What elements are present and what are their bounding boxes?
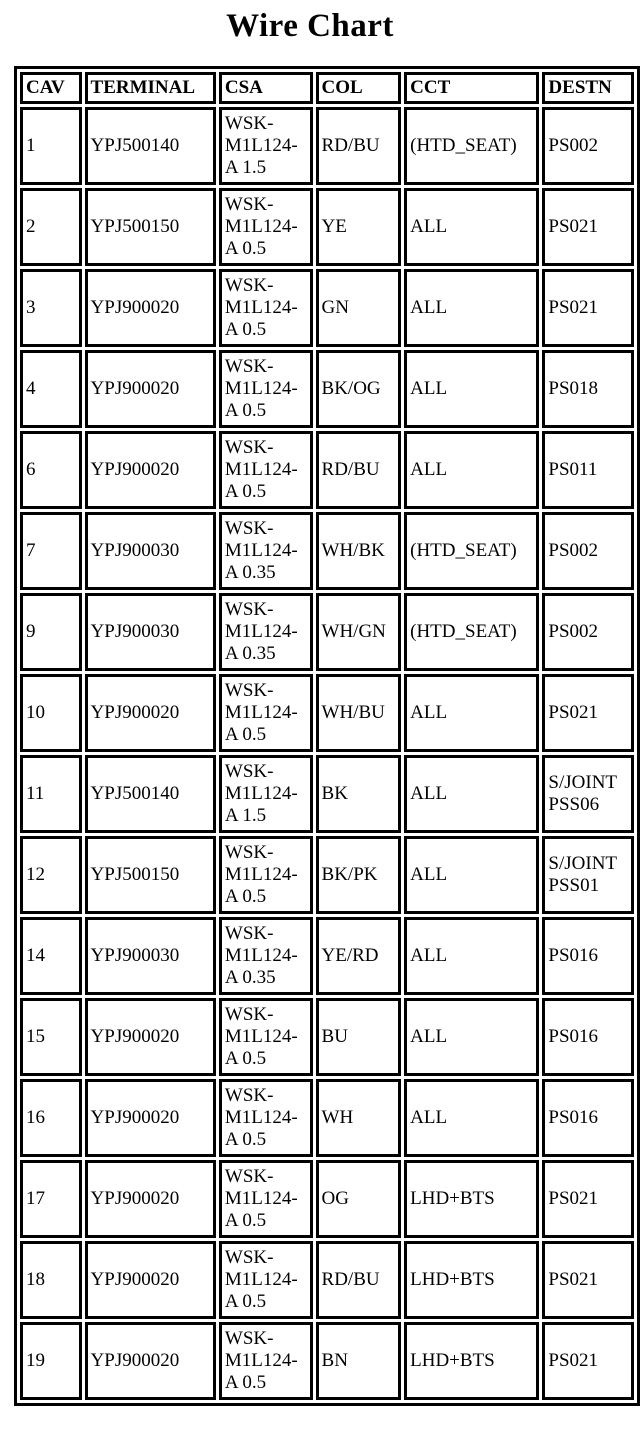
cav-cell: 17	[20, 1160, 82, 1238]
cct-cell: ALL	[404, 755, 539, 833]
cct-cell: (HTD_SEAT)	[404, 593, 539, 671]
col-cell: GN	[316, 269, 402, 347]
csa-line: M1L124-	[224, 297, 298, 318]
table-row	[20, 1160, 634, 1238]
cav-cell: 10	[20, 674, 82, 752]
csa-cell	[219, 350, 313, 428]
destn-cell	[542, 755, 634, 833]
csa-line: A 1.5	[224, 157, 267, 178]
destn-line: PSS06	[548, 794, 600, 815]
csa-line: WSK-	[224, 599, 274, 620]
cav-cell: 1	[20, 107, 82, 185]
cav-cell: 18	[20, 1241, 82, 1319]
table-row	[20, 188, 634, 266]
terminal-cell: YPJ900020	[85, 674, 216, 752]
col-cell: WH/GN	[316, 593, 402, 671]
csa-line: A 0.5	[224, 481, 267, 502]
cct-cell: ALL	[404, 188, 539, 266]
destn-line: PS002	[548, 135, 599, 156]
csa-line: A 0.5	[224, 1372, 267, 1393]
page-title: Wire Chart	[226, 8, 394, 44]
header-terminal: TERMINAL	[85, 72, 216, 104]
cct-cell: ALL	[404, 674, 539, 752]
destn-cell	[542, 350, 634, 428]
cav-cell: 12	[20, 836, 82, 914]
csa-cell	[219, 755, 313, 833]
col-cell: YE/RD	[316, 917, 402, 995]
col-cell: OG	[316, 1160, 402, 1238]
col-cell: BK/PK	[316, 836, 402, 914]
csa-line: A 0.5	[224, 400, 267, 421]
csa-line: A 0.5	[224, 724, 267, 745]
csa-line: M1L124-	[224, 702, 298, 723]
destn-cell	[542, 269, 634, 347]
csa-line: A 1.5	[224, 805, 267, 826]
cav-cell: 16	[20, 1079, 82, 1157]
cav-cell: 6	[20, 431, 82, 509]
csa-cell	[219, 1079, 313, 1157]
csa-line: M1L124-	[224, 459, 298, 480]
csa-cell	[219, 188, 313, 266]
cav-cell: 9	[20, 593, 82, 671]
cav-cell: 19	[20, 1322, 82, 1400]
cct-cell: ALL	[404, 998, 539, 1076]
destn-line: PS002	[548, 540, 599, 561]
terminal-cell: YPJ500150	[85, 836, 216, 914]
cav-cell: 4	[20, 350, 82, 428]
cct-cell: ALL	[404, 431, 539, 509]
cav-cell: 2	[20, 188, 82, 266]
csa-line: M1L124-	[224, 945, 298, 966]
cav-cell: 14	[20, 917, 82, 995]
col-cell: WH	[316, 1079, 402, 1157]
table-header-row	[20, 72, 634, 104]
csa-line: A 0.5	[224, 319, 267, 340]
wire-chart-table	[14, 66, 640, 1406]
destn-line: PS018	[548, 378, 599, 399]
csa-cell	[219, 917, 313, 995]
cct-cell: ALL	[404, 269, 539, 347]
csa-line: WSK-	[224, 1004, 274, 1025]
destn-cell	[542, 1079, 634, 1157]
terminal-cell: YPJ900030	[85, 917, 216, 995]
csa-cell	[219, 1160, 313, 1238]
col-cell: RD/BU	[316, 107, 402, 185]
destn-line: PSS01	[548, 875, 600, 896]
terminal-cell: YPJ900020	[85, 431, 216, 509]
csa-line: M1L124-	[224, 540, 298, 561]
cct-cell: LHD+BTS	[404, 1160, 539, 1238]
csa-line: M1L124-	[224, 216, 298, 237]
csa-line: WSK-	[224, 1328, 274, 1349]
destn-line: PS021	[548, 1188, 599, 1209]
terminal-cell: YPJ900030	[85, 512, 216, 590]
csa-line: WSK-	[224, 1166, 274, 1187]
terminal-cell: YPJ900020	[85, 269, 216, 347]
destn-cell	[542, 998, 634, 1076]
csa-line: M1L124-	[224, 1269, 298, 1290]
destn-line: PS016	[548, 1026, 599, 1047]
table-row	[20, 1241, 634, 1319]
header-csa: CSA	[219, 72, 313, 104]
table-body	[20, 107, 634, 1400]
destn-cell	[542, 593, 634, 671]
csa-line: M1L124-	[224, 378, 298, 399]
cct-cell: LHD+BTS	[404, 1322, 539, 1400]
terminal-cell: YPJ500140	[85, 107, 216, 185]
destn-line: S/JOINT	[548, 853, 618, 874]
terminal-cell: YPJ900020	[85, 1079, 216, 1157]
csa-cell	[219, 431, 313, 509]
csa-cell	[219, 269, 313, 347]
cct-cell: (HTD_SEAT)	[404, 107, 539, 185]
csa-line: WSK-	[224, 356, 274, 377]
table-row	[20, 998, 634, 1076]
csa-cell	[219, 836, 313, 914]
csa-line: M1L124-	[224, 1026, 298, 1047]
table-row	[20, 431, 634, 509]
col-cell: WH/BU	[316, 674, 402, 752]
destn-line: PS016	[548, 945, 599, 966]
destn-line: PS021	[548, 297, 599, 318]
csa-line: M1L124-	[224, 783, 298, 804]
destn-cell	[542, 1241, 634, 1319]
destn-cell	[542, 431, 634, 509]
table-row	[20, 836, 634, 914]
terminal-cell: YPJ900020	[85, 998, 216, 1076]
table-row	[20, 593, 634, 671]
table-row	[20, 1322, 634, 1400]
table-row	[20, 917, 634, 995]
cct-cell: (HTD_SEAT)	[404, 512, 539, 590]
csa-line: WSK-	[224, 518, 274, 539]
table-row	[20, 674, 634, 752]
csa-line: M1L124-	[224, 621, 298, 642]
cct-cell: ALL	[404, 1079, 539, 1157]
destn-cell	[542, 1160, 634, 1238]
csa-cell	[219, 998, 313, 1076]
col-cell: RD/BU	[316, 1241, 402, 1319]
col-cell: BN	[316, 1322, 402, 1400]
header-col: COL	[316, 72, 402, 104]
csa-line: WSK-	[224, 680, 274, 701]
destn-cell	[542, 512, 634, 590]
csa-line: WSK-	[224, 437, 274, 458]
table-row	[20, 107, 634, 185]
csa-line: WSK-	[224, 1247, 274, 1268]
csa-cell	[219, 593, 313, 671]
table-row	[20, 1079, 634, 1157]
cav-cell: 7	[20, 512, 82, 590]
cav-cell: 15	[20, 998, 82, 1076]
csa-line: A 0.5	[224, 886, 267, 907]
csa-line: A 0.5	[224, 238, 267, 259]
destn-cell	[542, 917, 634, 995]
csa-line: A 0.5	[224, 1048, 267, 1069]
terminal-cell: YPJ900030	[85, 593, 216, 671]
terminal-cell: YPJ900020	[85, 350, 216, 428]
header-cct: CCT	[404, 72, 539, 104]
terminal-cell: YPJ900020	[85, 1160, 216, 1238]
csa-line: WSK-	[224, 842, 274, 863]
destn-cell	[542, 674, 634, 752]
csa-line: WSK-	[224, 194, 274, 215]
destn-cell	[542, 107, 634, 185]
table-row	[20, 512, 634, 590]
destn-line: PS002	[548, 621, 599, 642]
table-row	[20, 269, 634, 347]
csa-cell	[219, 512, 313, 590]
col-cell: RD/BU	[316, 431, 402, 509]
csa-line: A 0.35	[224, 562, 276, 583]
csa-line: M1L124-	[224, 1350, 298, 1371]
terminal-cell: YPJ900020	[85, 1241, 216, 1319]
terminal-cell: YPJ500150	[85, 188, 216, 266]
destn-line: PS021	[548, 702, 599, 723]
csa-line: WSK-	[224, 923, 274, 944]
terminal-cell: YPJ900020	[85, 1322, 216, 1400]
csa-line: WSK-	[224, 113, 274, 134]
cct-cell: ALL	[404, 836, 539, 914]
header-cav: CAV	[20, 72, 82, 104]
csa-cell	[219, 107, 313, 185]
csa-line: A 0.5	[224, 1129, 267, 1150]
destn-cell	[542, 836, 634, 914]
cct-cell: LHD+BTS	[404, 1241, 539, 1319]
cav-cell: 11	[20, 755, 82, 833]
csa-line: A 0.5	[224, 1210, 267, 1231]
csa-line: A 0.35	[224, 643, 276, 664]
csa-line: M1L124-	[224, 1188, 298, 1209]
csa-line: WSK-	[224, 1085, 274, 1106]
destn-cell	[542, 188, 634, 266]
csa-cell	[219, 1322, 313, 1400]
csa-cell	[219, 1241, 313, 1319]
destn-cell	[542, 1322, 634, 1400]
csa-cell	[219, 674, 313, 752]
table-row	[20, 755, 634, 833]
csa-line: A 0.35	[224, 967, 276, 988]
destn-line: PS021	[548, 1350, 599, 1371]
col-cell: WH/BK	[316, 512, 402, 590]
csa-line: M1L124-	[224, 135, 298, 156]
destn-line: PS021	[548, 1269, 599, 1290]
terminal-cell: YPJ500140	[85, 755, 216, 833]
col-cell: BK	[316, 755, 402, 833]
destn-line: PS016	[548, 1107, 599, 1128]
csa-line: WSK-	[224, 761, 274, 782]
csa-line: M1L124-	[224, 864, 298, 885]
destn-line: PS011	[548, 459, 598, 480]
col-cell: BK/OG	[316, 350, 402, 428]
csa-line: M1L124-	[224, 1107, 298, 1128]
destn-line: S/JOINT	[548, 772, 618, 793]
csa-line: A 0.5	[224, 1291, 267, 1312]
col-cell: YE	[316, 188, 402, 266]
cct-cell: ALL	[404, 350, 539, 428]
csa-line: WSK-	[224, 275, 274, 296]
cav-cell: 3	[20, 269, 82, 347]
cct-cell: ALL	[404, 917, 539, 995]
destn-line: PS021	[548, 216, 599, 237]
col-cell: BU	[316, 998, 402, 1076]
table-row	[20, 350, 634, 428]
header-destn: DESTN	[542, 72, 634, 104]
